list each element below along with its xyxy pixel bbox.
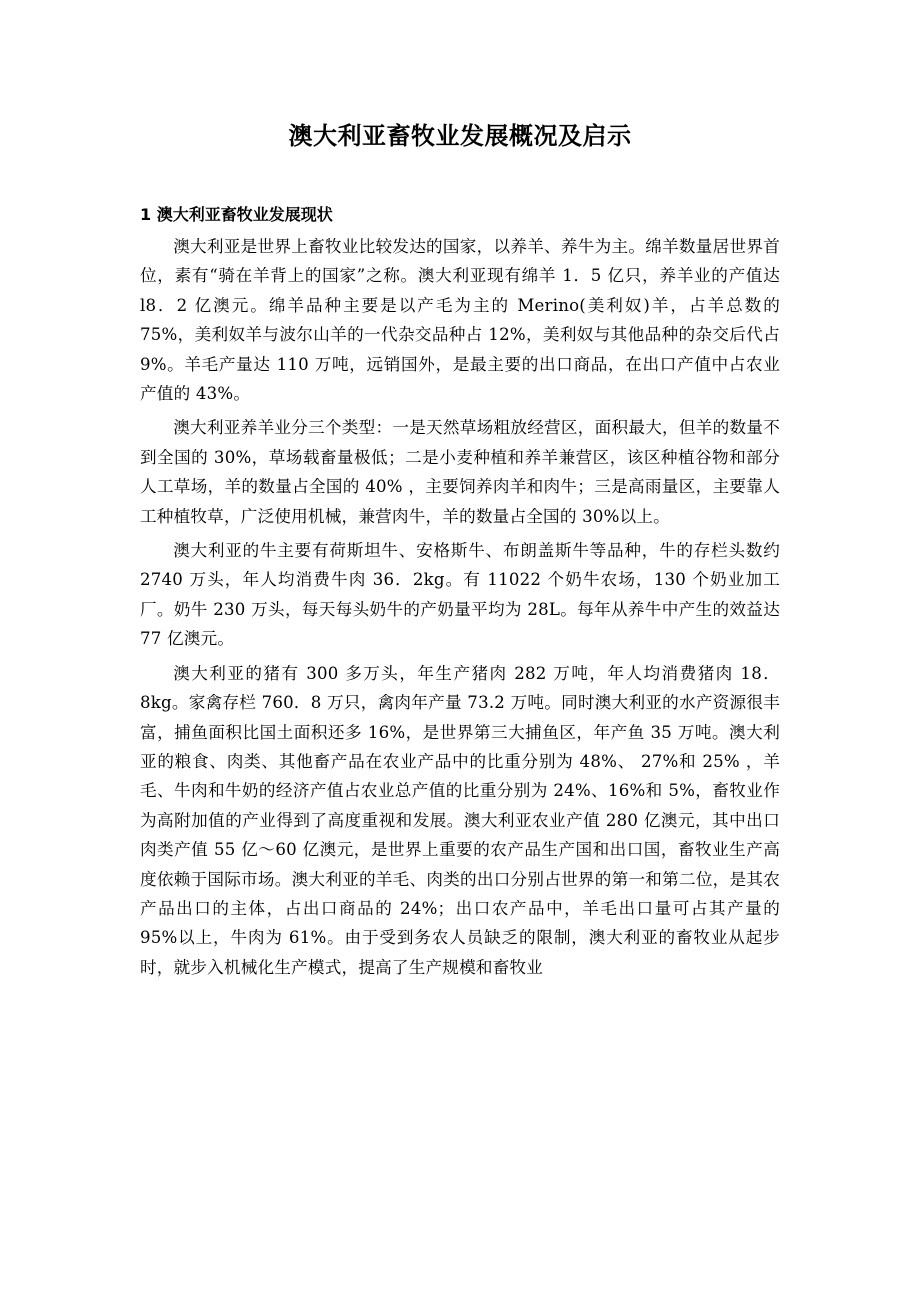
document-title: 澳大利亚畜牧业发展概况及启示 xyxy=(288,122,632,150)
paragraph-pigs-poultry-exports: 澳大利亚的猪有 300 多万头，年生产猪肉 282 万吨，年人均消费猪肉 18．8kg。家禽存栏 760．8 万只，禽肉年产量 73.2 万吨。同时澳大利亚的水产资源很丰富，捕鱼面积比国土面积还多 16%，是世界第三大捕鱼区，年产鱼 35 万吨。澳大利亚的粮食、肉类、其他畜产品在农业产品中的比重分别为 48%、 27%和 25% ，羊毛、牛肉和牛奶的经济产值占农业总产值的比重分别为 24%、16%和 5%，畜牧业作为高附加值的产业得到了高度重视和发展。澳大利亚农业产值 280 亿澳元，其中出口肉类产值 55 亿～60 亿澳元，是世界上重要的农产品生产国和出口国，畜牧业生产高度依赖于国际市场。澳大利亚的羊毛、肉类的出口分别占世界的第一和第二位，是其农产品出口的主体，占出口商品的 24%；出口农产品中，羊毛出口量可占其产量的 95%以上，牛肉为 61%。由于受到务农人员缺乏的限制，澳大利亚的畜牧业从起步时，就步入机械化生产模式，提高了生产规模和畜牧业 xyxy=(140,663,780,977)
paragraph-cattle: 澳大利亚的牛主要有荷斯坦牛、安格斯牛、布朗盖斯牛等品种，牛的存栏头数约 2740 万头，年人均消费牛肉 36．2kg。有 11022 个奶牛农场，130 个奶业加工厂。奶牛 230 万头，每天每头奶牛的产奶量平均为 28L。每年从养牛中产生的效益达 77 亿澳元。 xyxy=(140,541,780,649)
section-heading: 1 澳大利亚畜牧业发展现状 xyxy=(140,205,333,224)
paragraph-sheep: 澳大利亚是世界上畜牧业比较发达的国家，以养羊、养牛为主。绵羊数量居世界首位，素有“骑在羊背上的国家”之称。澳大利亚现有绵羊 1．5 亿只，养羊业的产值达 l8．2 亿澳元。绵羊品种主要是以产毛为主的 Merino(美利奴)羊，占羊总数的 75%，美利奴羊与波尔山羊的一代杂交品种占 12%，美利奴与其他品种的杂交后代占 9%。羊毛产量达 110 万吨，远销国外，是最主要的出口商品，在出口产值中占农业产值的 43%。 xyxy=(140,237,780,404)
document-body xyxy=(140,232,780,987)
paragraph-sheep-types: 澳大利亚养羊业分三个类型：一是天然草场粗放经营区，面积最大，但羊的数量不到全国的 30%，草场载畜量极低；二是小麦种植和养羊兼营区，该区种植谷物和部分人工草场，羊的数量占全国的 40% ，主要饲养肉羊和肉牛；三是高雨量区，主要靠人工种植牧草，广泛使用机械，兼营肉牛，羊的数量占全国的 30%以上。 xyxy=(140,418,780,526)
